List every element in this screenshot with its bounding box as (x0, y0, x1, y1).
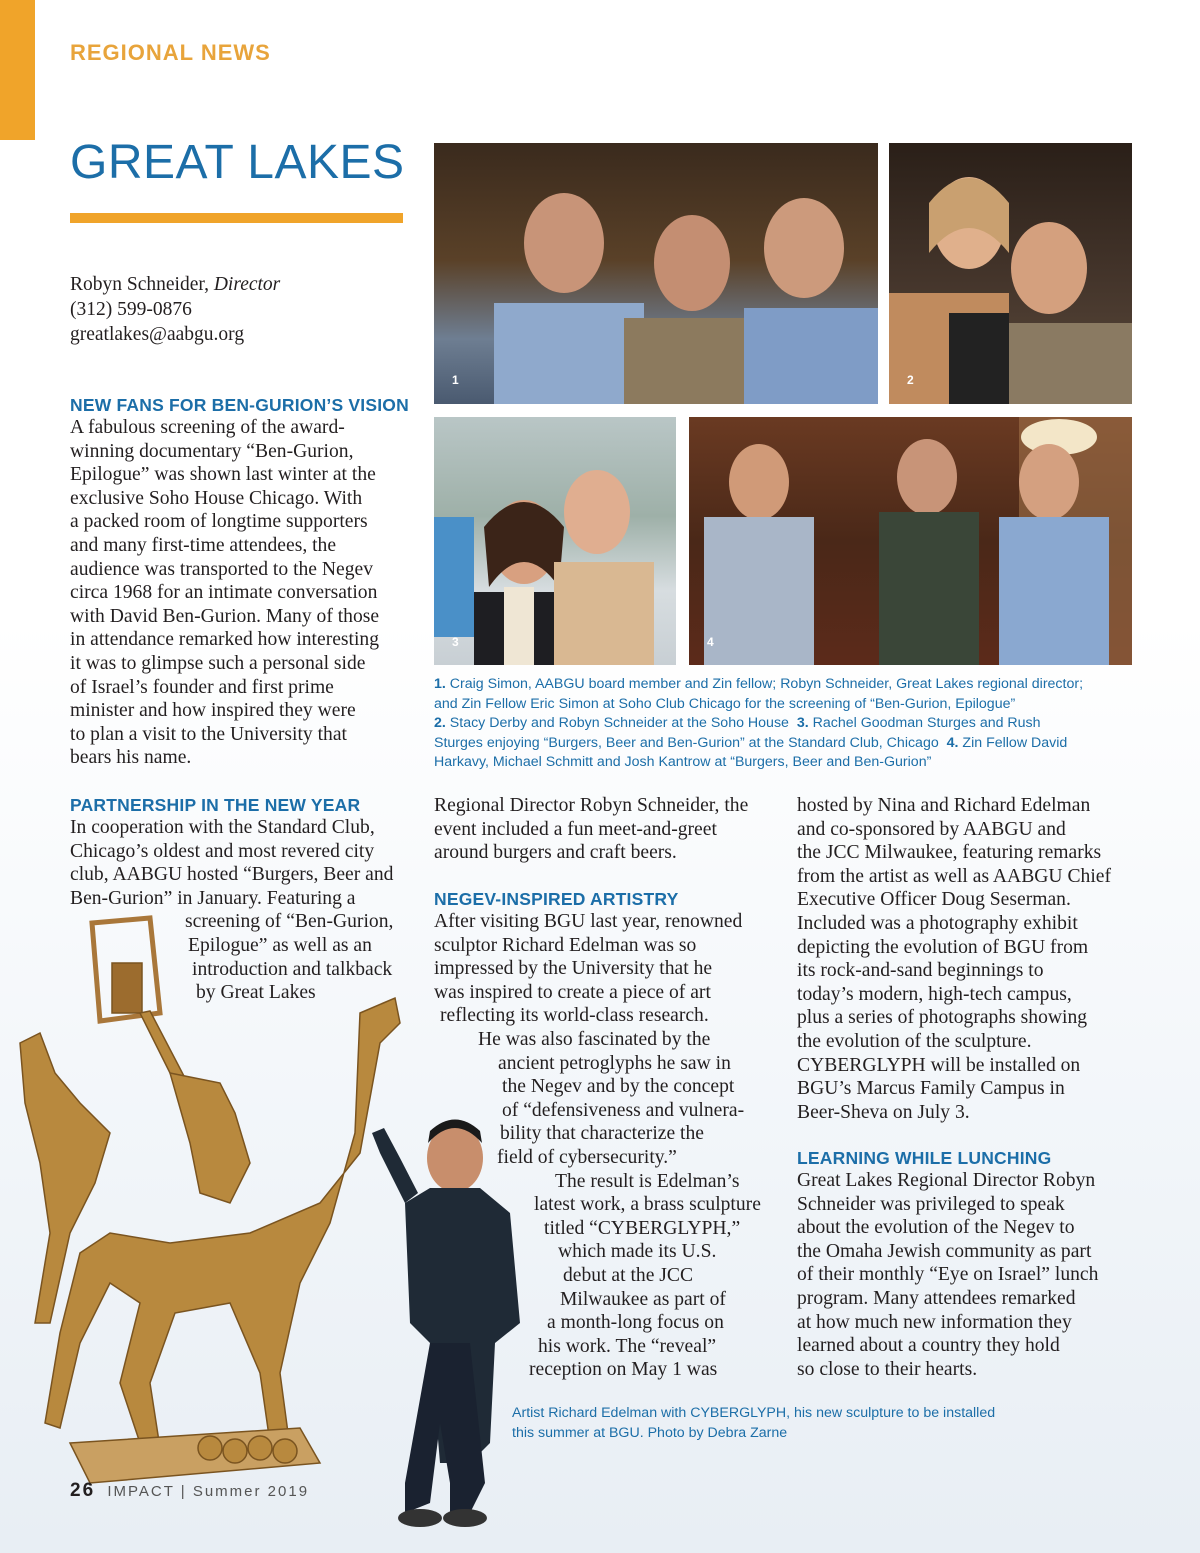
photo-4-number: 4 (707, 635, 714, 649)
article-heading: NEGEV-INSPIRED ARTISTRY (434, 889, 679, 909)
sculpture-caption: Artist Richard Edelman with CYBERGLYPH, his new sculpture to be installed this summer at BGU. Photo by Debra Zarne (512, 1405, 996, 1441)
contact-block (70, 272, 280, 347)
publication-name: IMPACT | Summer 2019 (107, 1483, 310, 1500)
contact-name: Robyn Schneider, (70, 274, 209, 295)
photo-2-number: 2 (907, 373, 914, 387)
contact-phone: (312) 599-0876 (70, 299, 192, 320)
article-learning-lunching (797, 1148, 1098, 1381)
caption-line: 2. Stacy Derby and Robyn Schneider at the Soho House 3. Rachel Goodman Sturges and Rush (434, 715, 1041, 731)
caption-line: Sturges enjoying “Burgers, Beer and Ben-Gurion” at the Standard Club, Chicago 4. Zin Fellow David (434, 734, 1068, 751)
article-partnership-continued: Regional Director Robyn Schneider, the event included a fun meet-and-greet around burgers and craft beers. (434, 795, 749, 864)
contact-role: Director (213, 274, 281, 295)
article-body: In cooperation with the Standard Club, Chicago’s oldest and most revered city club, AABGU hosted “Burgers, Beer and Ben-Gurion” in January. Featuring a screening of “Ben-Gurion, Epilogue” as well as an introduction and talkback by Great Lakes (70, 817, 394, 1004)
article-negev-artistry-continued: hosted by Nina and Richard Edelman and co-sponsored by AABGU and the JCC Milwaukee, featuring remarks from the artist as well as AABGU Chief Executive Officer Doug Seserman. Included was a photography exhibit depicting the evolution of BGU from its rock-and-sand beginnings to today’s modern, high-tech campus, plus a series of photographs showing the evolution of the sculpture. CYBERGLYPH will be installed on BGU’s Marcus Family Campus in Beer-Sheva on July 3. (797, 795, 1111, 1123)
caption-line: and Zin Fellow Eric Simon at Soho Club Chicago for the screening of “Ben-Gurion, Epilogue” (434, 695, 1016, 712)
article-body: A fabulous screening of the award- winning documentary “Ben-Gurion, Epilogue” was shown last winter at the exclusive Soho House Chicago. With a packed room of longtime supporters and many first-time attendees, the audience was transported to the Negev circa 1968 for an intimate conversation with David Ben-Gurion. Many of those in attendance remarked how interesting it was to glimpse such a personal side of Israel’s founder and first prime minister and how inspired they were to plan a visit to the University that bears his name. (70, 417, 380, 769)
article-body: Great Lakes Regional Director Robyn Schneider was privileged to speak about the evolution of the Negev to the Omaha Jewish community as part of their monthly “Eye on Israel” lunch program. Many attendees remarked at how much new information they learned about a country they hold so close to their hearts. (797, 1170, 1099, 1380)
photo-2 (889, 143, 1132, 404)
article-heading: LEARNING WHILE LUNCHING (797, 1148, 1052, 1168)
article-negev-artistry (434, 889, 761, 1382)
contact-email: greatlakes@aabgu.org (70, 324, 245, 345)
page-footer (70, 1480, 309, 1502)
photo-3 (434, 417, 676, 665)
photo-3-number: 3 (452, 635, 459, 649)
article-heading: PARTNERSHIP IN THE NEW YEAR (70, 795, 361, 815)
photo-1-number: 1 (452, 373, 459, 387)
article-partnership (70, 795, 393, 1005)
accent-tab (0, 0, 35, 140)
photo-caption (434, 675, 1124, 773)
article-heading: NEW FANS FOR BEN-GURION’S VISION (70, 395, 409, 415)
page-number: 26 (70, 1480, 96, 1501)
article-ben-gurion-vision (70, 395, 409, 770)
caption-line: Harkavy, Michael Schmitt and Josh Kantrow at “Burgers, Beer and Ben-Gurion” (434, 754, 932, 770)
photo-4 (689, 417, 1132, 665)
section-label: REGIONAL NEWS (70, 40, 271, 65)
photo-1 (434, 143, 878, 404)
page-title: GREAT LAKES (70, 136, 405, 189)
caption-line: 1. Craig Simon, AABGU board member and Zin fellow; Robyn Schneider, Great Lakes regional director; (434, 676, 1084, 692)
title-rule (70, 213, 403, 223)
article-body: After visiting BGU last year, renowned sculptor Richard Edelman was so impressed by the University that he was inspired to create a piece of art reflecting its world-class research. He was also fascinated by the ancient petroglyphs he saw in the Negev and by the concept of “defensiveness and vulnera- bility that characterize the field of cybersecurity.” The result is Edelman’s latest work, a brass sculpture titled “CYBERGLYPH,” which made its U.S. debut at the JCC Milwaukee as part of a month-long focus on his work. The “reveal” reception on May 1 was (434, 911, 761, 1381)
